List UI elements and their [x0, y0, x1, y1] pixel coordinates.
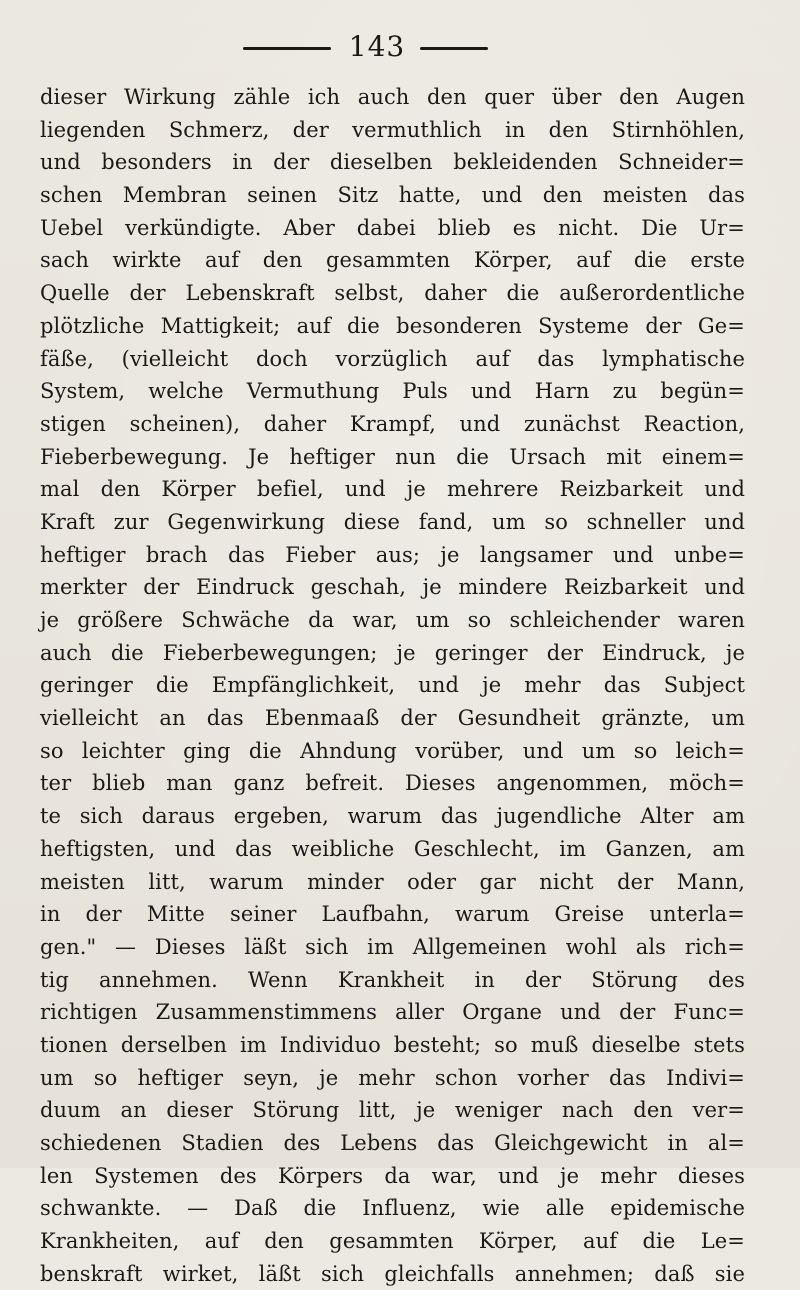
text-line: len Systemen des Körpers da war, und je mehr dieses: [40, 1163, 745, 1188]
text-line: meisten litt, warum minder oder gar nicht der Mann,: [40, 869, 745, 894]
text-line: und besonders in der dieselben bekleidenden Schneider=: [40, 150, 745, 175]
text-line: Fieberbewegung. Je heftiger nun die Ursach mit einem=: [40, 444, 745, 469]
text-line: dieser Wirkung zähle ich auch den quer über den Augen: [40, 85, 745, 109]
body-text: [40, 81, 745, 1290]
text-line: schen Membran seinen Sitz hatte, und den meisten das: [40, 183, 745, 208]
text-line: Kraft zur Gegenwirkung diese fand, um so schneller und: [40, 509, 745, 534]
text-line: gen." — Dieses läßt sich im Allgemeinen wohl als rich=: [40, 934, 745, 959]
text-line: Krankheiten, auf den gesammten Körper, auf die Le=: [40, 1229, 745, 1254]
text-line: mal den Körper befiel, und je mehrere Reizbarkeit und: [40, 477, 745, 502]
text-line: sach wirkte auf den gesammten Körper, auf die erste: [40, 248, 745, 273]
text-line: heftigsten, und das weibliche Geschlecht, im Ganzen, am: [40, 836, 745, 861]
text-line: in der Mitte seiner Laufbahn, warum Greise unterla=: [40, 902, 745, 927]
text-line: duum an dieser Störung litt, je weniger nach den ver=: [40, 1098, 745, 1123]
text-line: vielleicht an das Ebenmaaß der Gesundheit gränzte, um: [40, 706, 745, 731]
text-line: schiedenen Stadien des Lebens das Gleichgewicht in al=: [40, 1131, 745, 1155]
text-line: te sich daraus ergeben, warum das jugendliche Alter am: [40, 804, 745, 829]
text-line: um so heftiger seyn, je mehr schon vorher das Indivi=: [40, 1065, 745, 1090]
text-line: heftiger brach das Fieber aus; je langsamer und unbe=: [40, 542, 745, 567]
header-rule-left: [243, 47, 331, 50]
page-number: 143: [348, 30, 406, 63]
text-line: plötzliche Mattigkeit; auf die besonderen Systeme der Ge=: [40, 313, 745, 338]
text-line: stigen scheinen), daher Krampf, und zunächst Reaction,: [40, 411, 745, 436]
text-line: fäße, (vielleicht doch vorzüglich auf das lymphatische: [40, 346, 745, 371]
text-line: liegenden Schmerz, der vermuthlich in den Stirnhöhlen,: [40, 117, 745, 142]
text-line: je größere Schwäche da war, um so schleichender waren: [40, 608, 745, 632]
text-line: benskraft wirket, läßt sich gleichfalls annehmen; daß sie: [40, 1261, 745, 1286]
header-rule-right: [420, 47, 488, 50]
text-line: schwankte. — Daß die Influenz, wie alle epidemische: [40, 1196, 745, 1221]
text-line: so leichter ging die Ahndung vorüber, und um so leich=: [40, 738, 745, 763]
text-line: System, welche Vermuthung Puls und Harn zu begün=: [40, 379, 745, 404]
text-line: tionen derselben im Individuo besteht; so muß dieselbe stets: [40, 1032, 745, 1057]
text-line: geringer die Empfänglichkeit, und je mehr das Subject: [40, 673, 745, 698]
text-line: Uebel verkündigte. Aber dabei blieb es nicht. Die Ur=: [40, 215, 745, 240]
text-line: merkter der Eindruck geschah, je mindere Reizbarkeit und: [40, 575, 745, 600]
text-line: auch die Fieberbewegungen; je geringer der Eindruck, je: [40, 640, 745, 665]
text-line: richtigen Zusammenstimmens aller Organe und der Func=: [40, 1000, 745, 1025]
page-header: [0, 30, 800, 66]
text-line: Quelle der Lebenskraft selbst, daher die außerordentliche: [40, 281, 745, 306]
text-line: ter blieb man ganz befreit. Dieses angenommen, möch=: [40, 771, 745, 796]
text-line: tig annehmen. Wenn Krankheit in der Störung des: [40, 967, 745, 992]
